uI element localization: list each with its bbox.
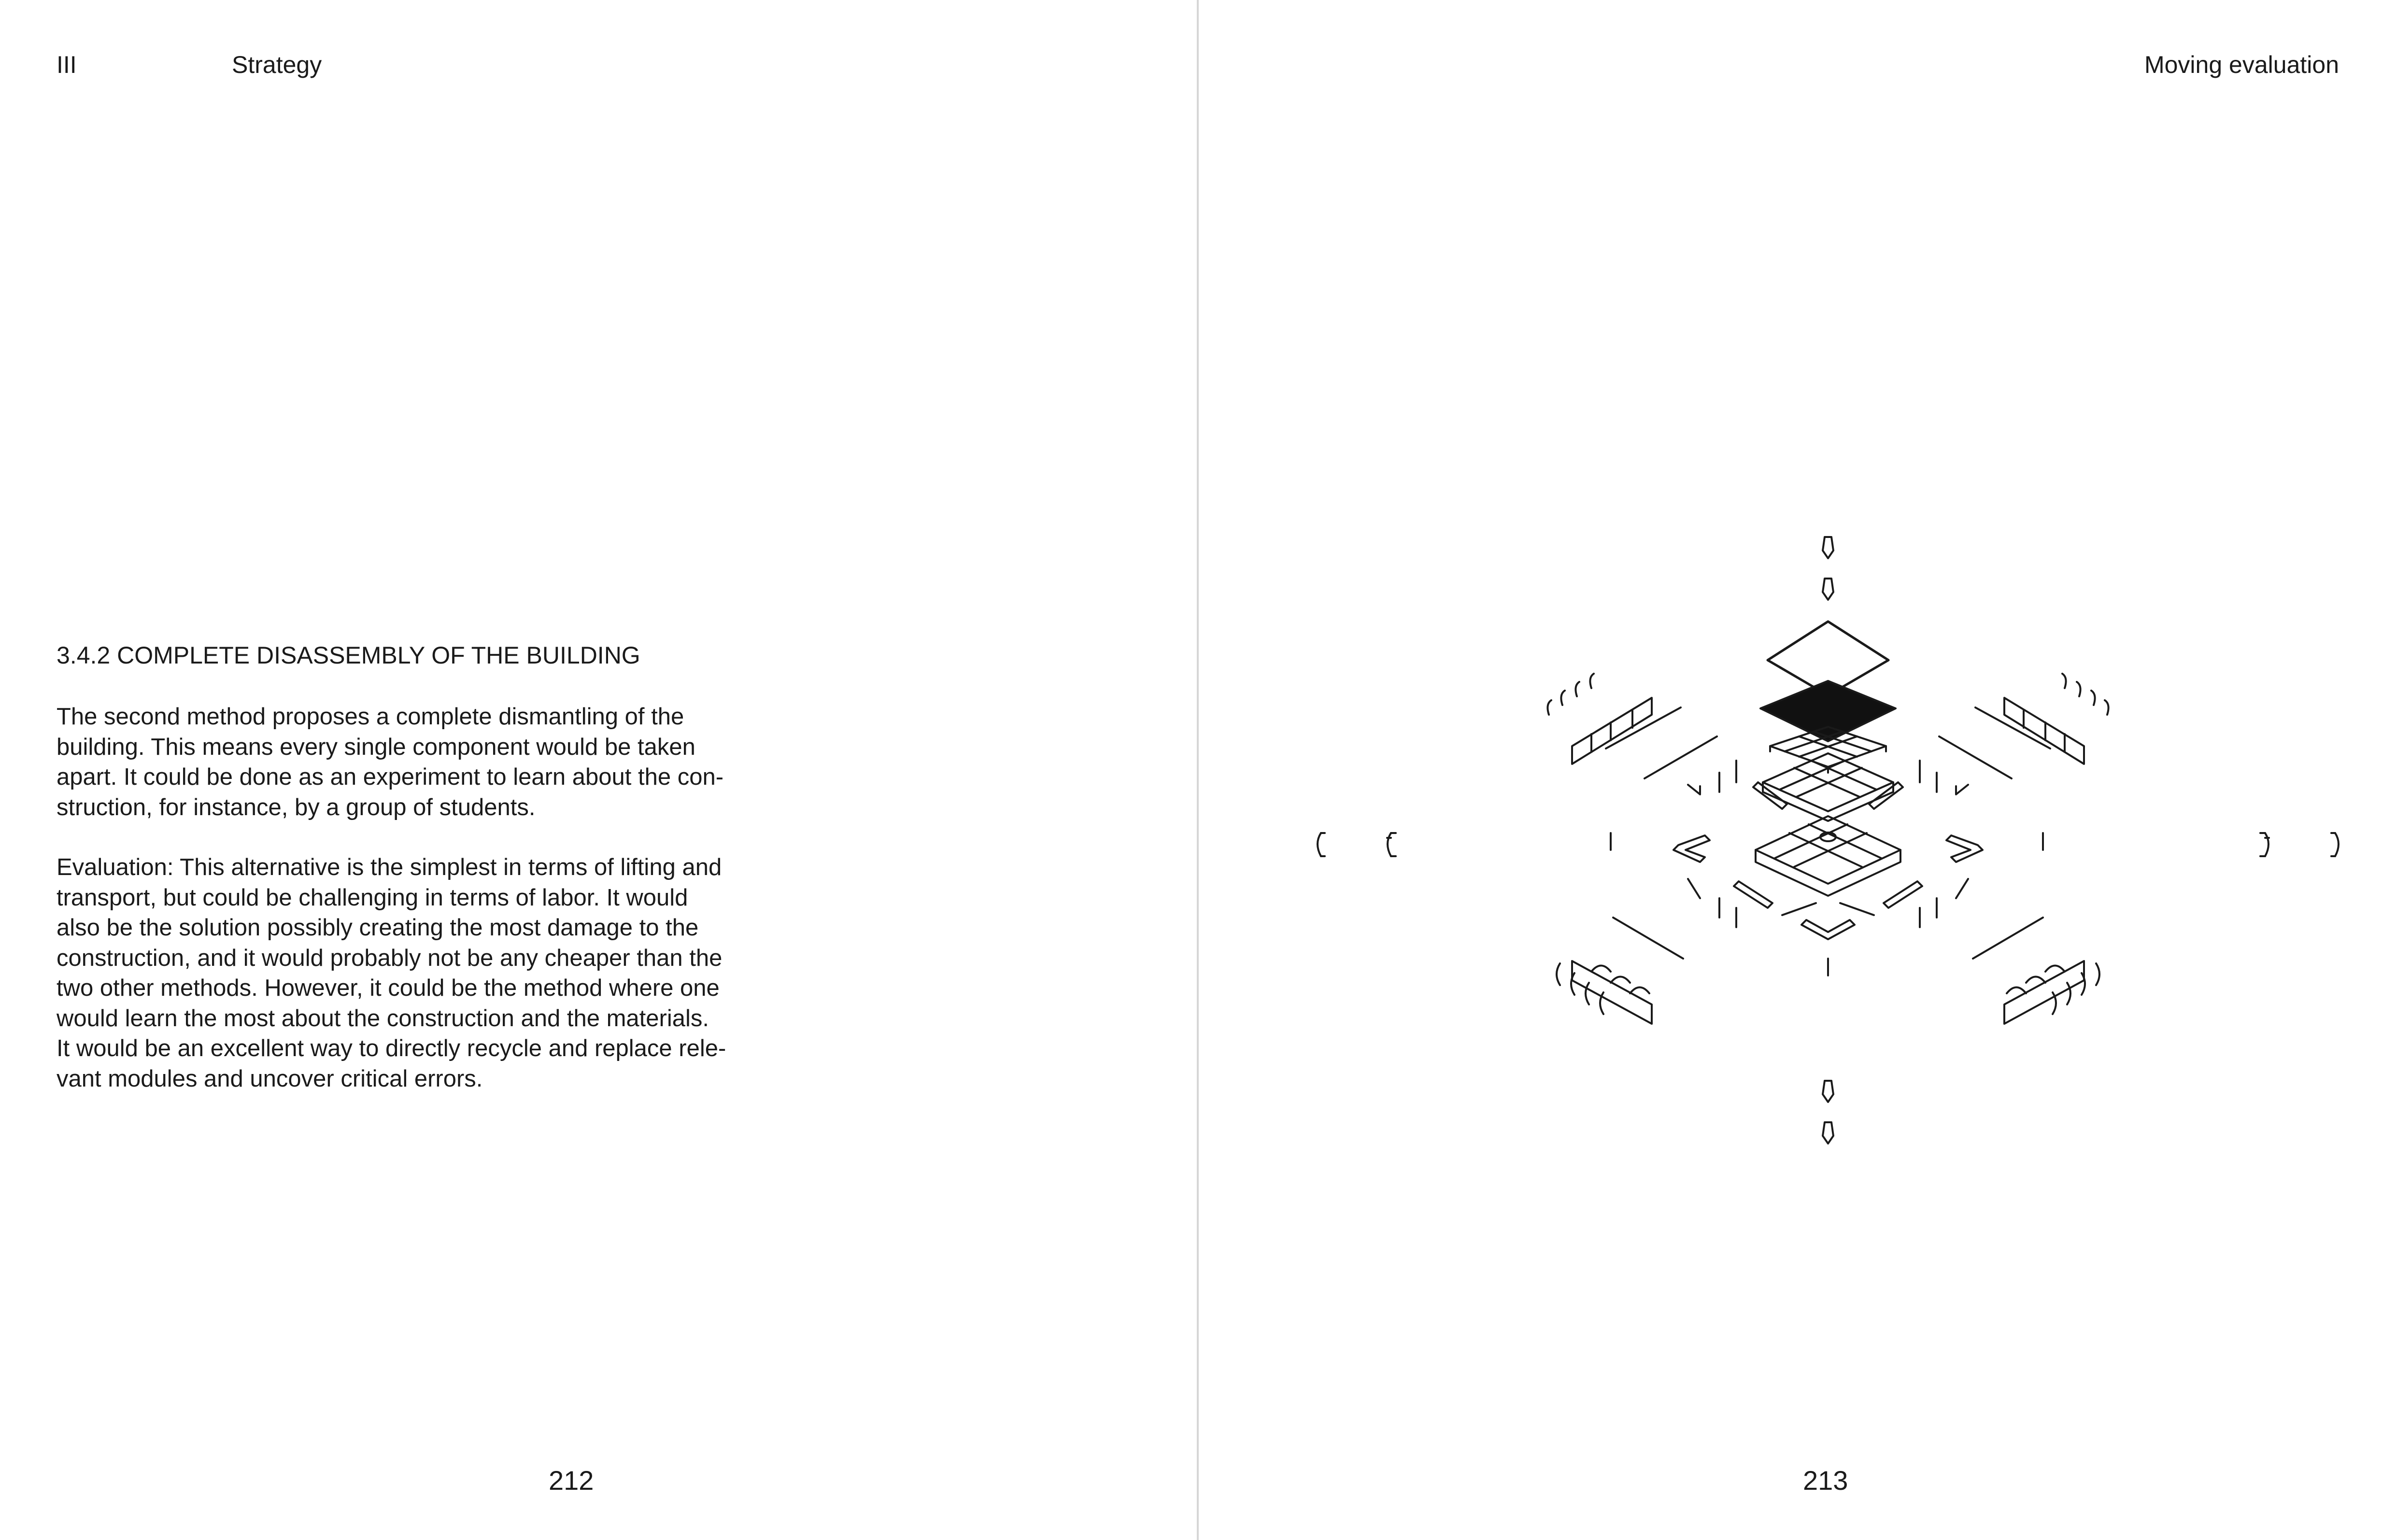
- left-end-brackets: [1318, 833, 1396, 856]
- text-line: It would be an excellent way to directly recycle and replace rele-: [57, 1035, 726, 1061]
- exploded-axonometric-drawing: [1285, 522, 2367, 1164]
- text-line: building. This means every single component would be taken: [57, 734, 695, 760]
- section-number: III: [57, 51, 77, 78]
- text-line: transport, but could be challenging in terms of labor. It would: [57, 884, 688, 911]
- section-heading: 3.4.2 COMPLETE DISASSEMBLY OF THE BUILDING: [57, 642, 640, 669]
- lower-right-wall-module: [1973, 918, 2099, 1024]
- right-end-brackets: [2260, 833, 2339, 856]
- paragraph-method: [57, 702, 742, 822]
- text-line: also be the solution possibly creating the most damage to the: [57, 915, 699, 941]
- upper-left-wall-module: [1547, 674, 1717, 778]
- text-line: would learn the most about the construction and the materials.: [57, 1005, 709, 1031]
- upper-right-wall-module: [1939, 674, 2109, 778]
- text-line: two other methods. However, it could be the method where one: [57, 975, 720, 1001]
- corner-posts-and-studs: [1611, 761, 2043, 975]
- ceiling-joist-grid: [1763, 753, 1893, 821]
- text-line: The second method proposes a complete dismantling of the: [57, 704, 684, 730]
- text-line: apart. It could be done as an experiment to learn about the con-: [57, 764, 724, 790]
- bottom-pins: [1823, 1081, 1833, 1144]
- text-line: vant modules and uncover critical errors.: [57, 1065, 483, 1092]
- lower-left-wall-module: [1557, 918, 1683, 1024]
- page-number-right: 213: [1803, 1465, 1848, 1496]
- text-line: Evaluation: This alternative is the simplest in terms of lifting and: [57, 854, 722, 880]
- page-number-left: 212: [549, 1465, 594, 1496]
- text-line: struction, for instance, by a group of students.: [57, 794, 536, 820]
- floor-structure: [1756, 816, 1900, 896]
- top-pins: [1823, 537, 1833, 600]
- paragraph-evaluation: [57, 852, 742, 1094]
- chapter-running-head: Moving evaluation: [2144, 51, 2339, 78]
- section-title: Strategy: [232, 51, 322, 78]
- roof-insulation-panel: [1760, 681, 1896, 741]
- floor-beams: [1734, 881, 1922, 915]
- text-line: construction, and it would probably not be any cheaper than the: [57, 945, 723, 971]
